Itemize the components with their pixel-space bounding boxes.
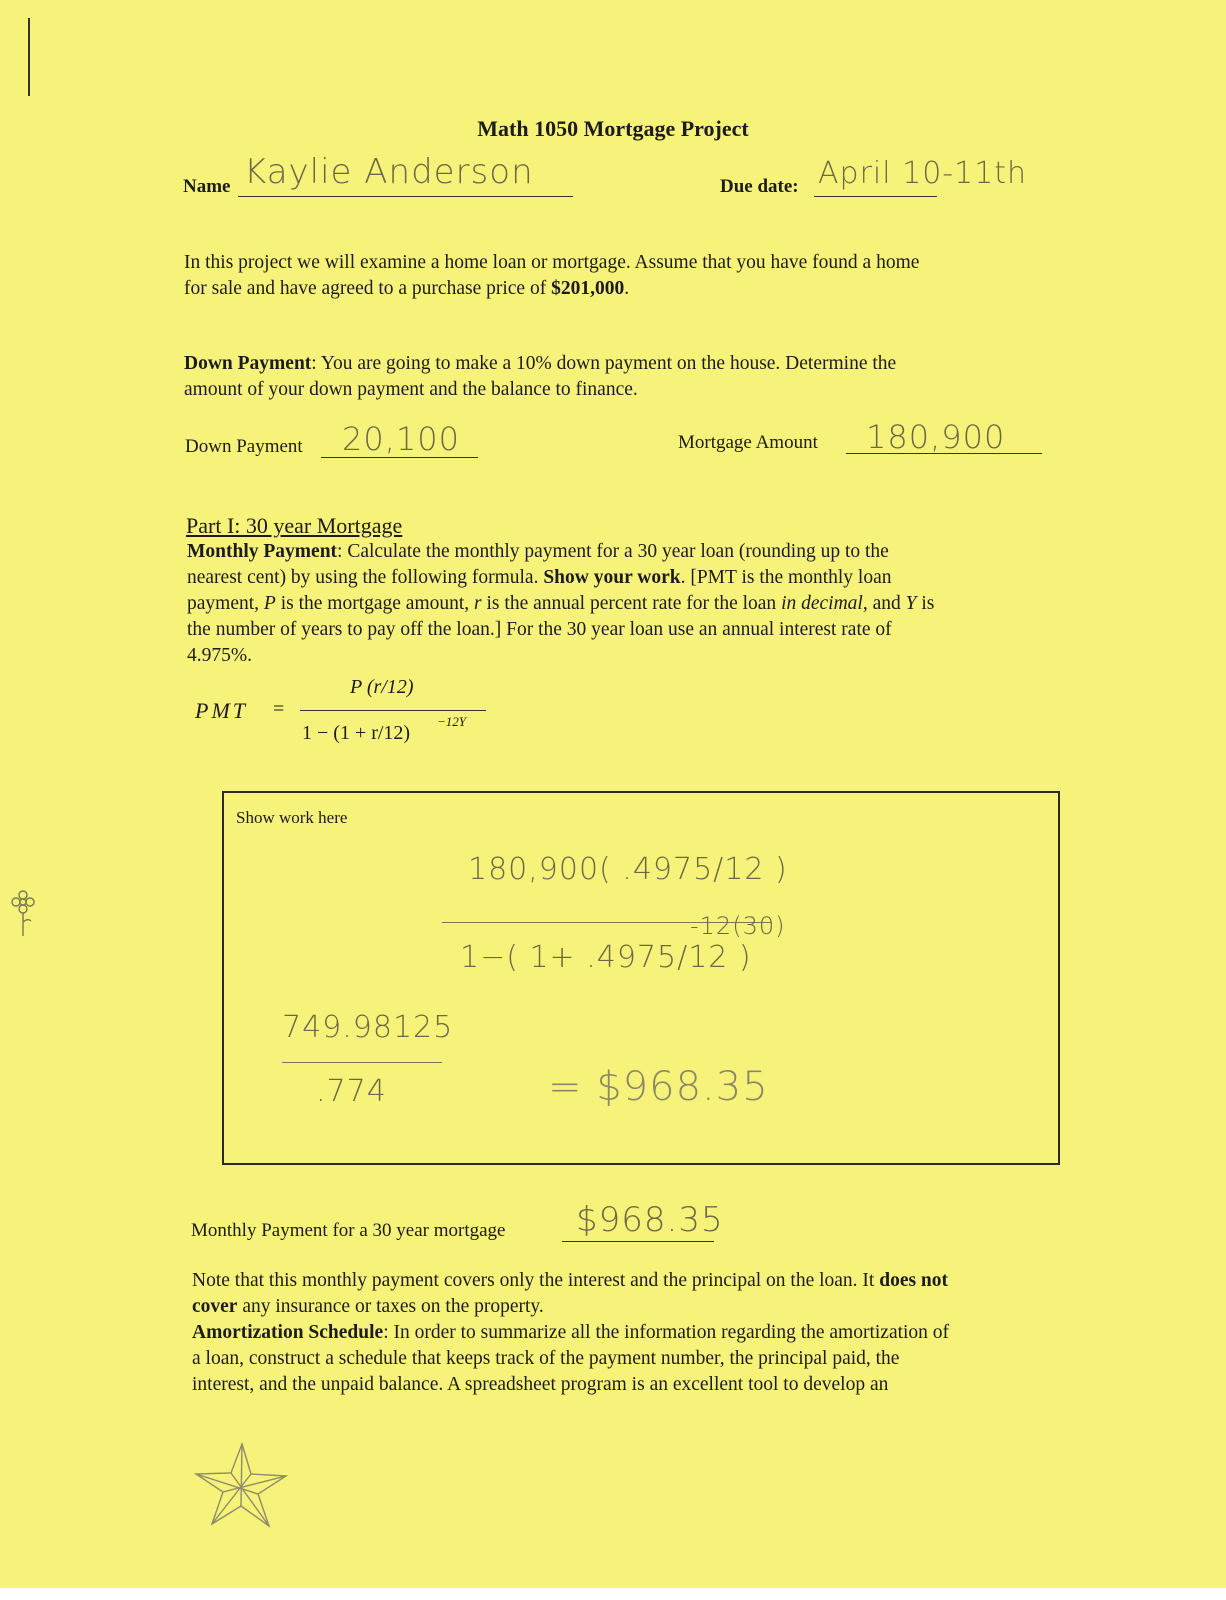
due-date-underline (814, 196, 937, 197)
scan-edge-mark (28, 18, 30, 96)
note-line-2: cover any insurance or taxes on the property. (192, 1296, 544, 1317)
name-value: Kaylie Anderson (244, 152, 534, 192)
note-line-1: Note that this monthly payment covers only the interest and the principal on the loan. It does not (192, 1270, 949, 1291)
work-result: = $968.35 (548, 1064, 769, 1110)
amort-line-3: interest, and the unpaid balance. A spreadsheet program is an excellent tool to develop an (192, 1374, 889, 1395)
amort-line-1: Amortization Schedule: In order to summarize all the information regarding the amortization of (192, 1322, 950, 1343)
down-payment-label: Down Payment (185, 436, 303, 457)
page-title: Math 1050 Mortgage Project (477, 116, 749, 141)
work-step-bar (282, 1062, 442, 1063)
work-numerator: 180,900( .4975/12 ) (468, 852, 788, 887)
down-line-1: Down Payment: You are going to make a 10% down payment on the house. Determine the (184, 353, 897, 374)
scan-bottom-edge (0, 1588, 1226, 1600)
star-doodle-icon (190, 1440, 290, 1530)
formula-lhs: PMT (195, 698, 248, 723)
intro-line-1: In this project we will examine a home loan or mortgage. Assume that you have found a home (184, 252, 920, 273)
mp-line-3: payment, P is the mortgage amount, r is the annual percent rate for the loan in decimal, and Y is (187, 593, 935, 614)
due-date-value: April 10-11th (818, 156, 1028, 191)
formula-exponent: −12Y (437, 714, 467, 729)
mp-line-4: the number of years to pay off the loan.] For the 30 year loan use an annual interest rate of (187, 619, 892, 640)
down-payment-paragraph (184, 351, 1064, 403)
result-underline (562, 1241, 714, 1242)
mp-line-5: 4.975%. (187, 645, 252, 666)
note-paragraph (192, 1268, 1072, 1398)
mortgage-amount-label: Mortgage Amount (678, 432, 818, 453)
down-line-2: amount of your down payment and the balance to finance. (184, 379, 638, 400)
formula-denominator: 1 − (1 + r/12) (302, 722, 411, 744)
intro-paragraph (184, 250, 1064, 302)
amort-line-2: a loan, construct a schedule that keeps track of the payment number, the principal paid, the (192, 1348, 900, 1369)
name-underline (238, 196, 573, 197)
show-work-label: Show work here (236, 808, 348, 827)
due-date-label: Due date: (720, 176, 799, 197)
result-label: Monthly Payment for a 30 year mortgage (191, 1220, 506, 1241)
mp-line-1: Monthly Payment: Calculate the monthly payment for a 30 year loan (rounding up to the (187, 541, 889, 562)
mp-line-2: nearest cent) by using the following formula. Show your work. [PMT is the monthly loan (187, 567, 892, 588)
mortgage-amount-value: 180,900 (866, 418, 1006, 456)
intro-line-2: for sale and have agreed to a purchase price of $201,000. (184, 278, 630, 299)
part1-heading: Part I: 30 year Mortgage (186, 513, 403, 538)
formula-fraction-bar (300, 710, 486, 711)
down-payment-value: 20,100 (342, 420, 460, 458)
flower-doodle-icon (8, 888, 38, 940)
work-exponent: -12(30) (690, 912, 786, 940)
formula-numerator: P (r/12) (350, 676, 414, 698)
work-step-numerator: 749.98125 (282, 1010, 454, 1045)
formula-equals: = (273, 698, 285, 720)
monthly-payment-paragraph (187, 539, 1067, 669)
work-step-denominator: .774 (316, 1074, 387, 1109)
result-value: $968.35 (576, 1200, 724, 1240)
name-label: Name (183, 176, 231, 197)
work-denominator: 1−( 1+ .4975/12 ) (460, 940, 752, 975)
